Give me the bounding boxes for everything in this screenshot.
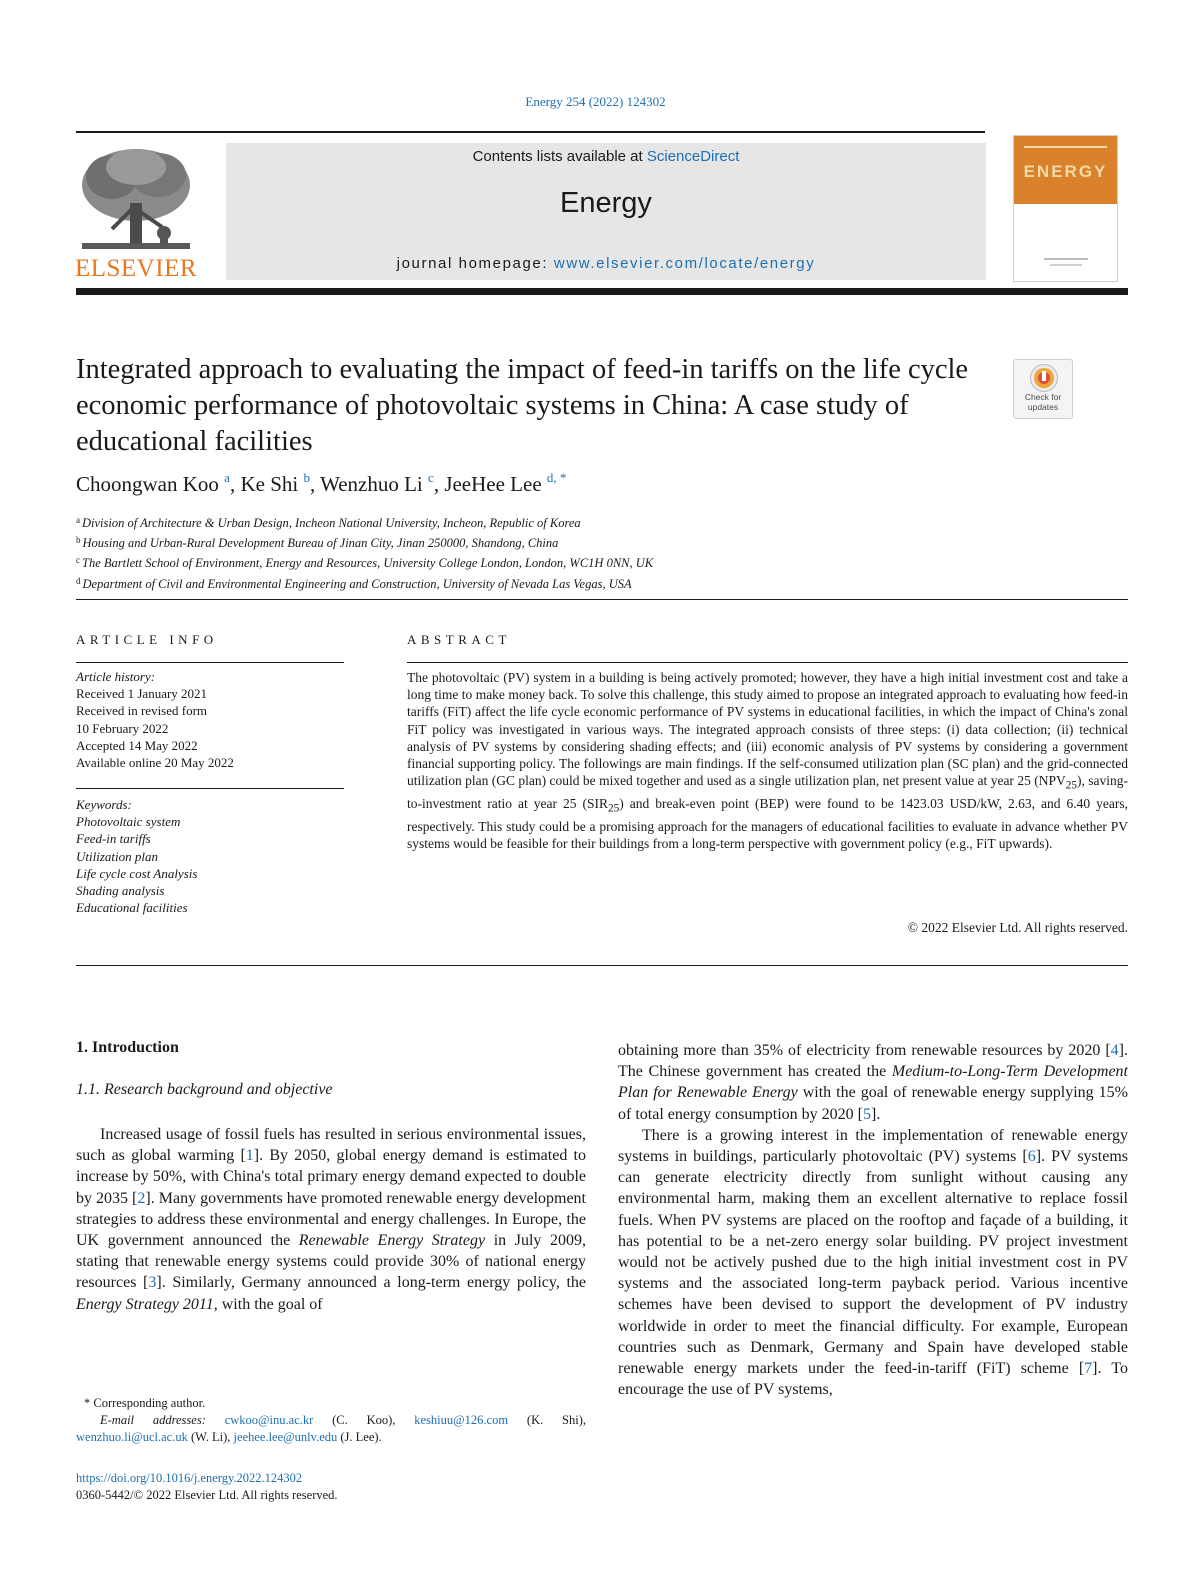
history-item: Received 1 January 2021 bbox=[76, 686, 208, 702]
keyword-item[interactable]: Shading analysis bbox=[76, 883, 165, 899]
abstract-subscript: 25 bbox=[1065, 779, 1077, 792]
author-affiliation-mark[interactable]: b bbox=[303, 470, 310, 485]
affiliation-text: Division of Architecture & Urban Design, Incheon National University, Incheon, Republic of Korea bbox=[82, 516, 581, 530]
email-owner: (C. Koo), bbox=[332, 1413, 396, 1428]
author-affiliation-mark[interactable]: d, * bbox=[546, 470, 567, 485]
affiliation-divider bbox=[76, 599, 1128, 600]
cover-title: ENERGY bbox=[1023, 162, 1108, 181]
article-history bbox=[76, 668, 234, 771]
abstract-rule bbox=[407, 662, 1128, 663]
elsevier-logo[interactable] bbox=[72, 143, 200, 283]
email-link[interactable]: wenzhuo.li@ucl.ac.uk bbox=[76, 1430, 188, 1445]
article-info-heading: ARTICLE INFO bbox=[76, 632, 218, 647]
affiliation-item bbox=[76, 532, 653, 552]
article-history-label: Article history: bbox=[76, 669, 156, 684]
sciencedirect-link[interactable]: ScienceDirect bbox=[646, 148, 740, 165]
doi-block bbox=[76, 1470, 338, 1504]
text-run: ]. bbox=[871, 1105, 881, 1123]
text-run: There is a growing interest in the implementation of renewable energy systems in buildings, particularly photovoltaic (PV) systems [ bbox=[618, 1126, 1128, 1166]
author-name[interactable]: Choongwan Koo bbox=[76, 472, 219, 496]
corresponding-author-label: * Corresponding author. bbox=[84, 1396, 206, 1410]
abstract-part: The photovoltaic (PV) system in a building is being actively promoted; however, they have a high initial investment cost and take a long time to make money back. To solve this challenge, this study aimed to propose an integrated approach to evaluating how feed-in tariffs (FiT) affect the life cycle economic performance of PV systems in educational facilities, in which the impact of China's zonal FiT policy was investigated in various ways. The integrated approach consists of three steps: (i) data collection; (ii) technical analysis of PV systems by considering shading effects; and (iii) economic analysis of PV systems by considering a government financial supporting policy. The followings are main findings. If the self-consumed utilization plan (SC plan) and the grid-connected utilization plan (GC plan) could be mixed together and used as a single utilization plan, net present value at year 25 (NPV bbox=[407, 670, 1128, 789]
issn-line: 0360-5442/© 2022 Elsevier Ltd. All rights reserved. bbox=[76, 1488, 338, 1503]
citation-link[interactable]: 6 bbox=[1027, 1148, 1036, 1166]
text-run: ]. PV systems can generate electricity directly from sunlight without causing any environmental harm, making them an excellent alternative to replace fossil fuels. When PV systems are placed on the rooftop and façade of a building, it has potential to be a net-zero energy solar building. PV project investment would not be actively pushed due to the high initial investment cost in PV systems and the associated long-term payback period. Various incentive schemes have been devised to support the development of PV industry worldwide in order to meet the financial difficulty. For example, European countries such as Denmark, Germany and Spain have developed stable renewable energy markets under the feed-in-tariff (FiT) scheme [ bbox=[618, 1148, 1128, 1378]
header-top-rule bbox=[76, 131, 985, 133]
body-column-left bbox=[76, 1124, 586, 1315]
email-link[interactable]: jeehee.lee@unlv.edu bbox=[233, 1430, 338, 1445]
email-owner: (J. Lee). bbox=[340, 1430, 382, 1445]
journal-homepage-link[interactable]: www.elsevier.com/locate/energy bbox=[553, 255, 816, 272]
homepage-prefix: journal homepage: bbox=[396, 255, 554, 272]
section-heading: 1. Introduction bbox=[76, 1039, 179, 1056]
author-name[interactable]: Wenzhuo Li bbox=[320, 472, 423, 496]
cover-rule bbox=[1024, 146, 1107, 148]
abstract-copyright: © 2022 Elsevier Ltd. All rights reserved. bbox=[907, 920, 1128, 935]
author-name[interactable]: Ke Shi bbox=[240, 472, 299, 496]
text-run: ]. By 2050, global energy demand is estimated to increase by 50%, with China's total primary energy demand expected to double by 2035 [ bbox=[76, 1147, 586, 1207]
email-link[interactable]: keshiuu@126.com bbox=[414, 1413, 509, 1428]
affiliation-mark: d bbox=[76, 575, 81, 586]
contents-prefix: Contents lists available at bbox=[472, 148, 647, 165]
citation-link[interactable]: 4 bbox=[1110, 1042, 1119, 1059]
elsevier-tree-icon bbox=[72, 143, 200, 255]
history-divider bbox=[76, 788, 344, 789]
body-column-right bbox=[618, 1040, 1128, 1400]
affiliation-text: Housing and Urban-Rural Development Bureau of Jinan City, Jinan 250000, Shandong, China bbox=[82, 536, 559, 551]
cover-footer-rule bbox=[1044, 258, 1088, 260]
article-info-rule bbox=[76, 662, 344, 663]
journal-banner bbox=[226, 143, 986, 280]
citation-link[interactable]: 7 bbox=[1084, 1360, 1093, 1378]
email-link[interactable]: cwkoo@inu.ac.kr bbox=[224, 1413, 314, 1428]
homepage-line bbox=[226, 255, 986, 272]
history-item: Accepted 14 May 2022 bbox=[76, 737, 198, 753]
affiliation-text: Department of Civil and Environmental Engineering and Construction, University of Nevada Las Vegas, USA bbox=[82, 576, 632, 591]
citation-link[interactable]: 3 bbox=[148, 1274, 157, 1292]
keywords-label: Keywords: bbox=[76, 797, 132, 812]
header-bottom-rule bbox=[76, 288, 1128, 295]
emphasis-text: Energy Strategy 2011 bbox=[76, 1295, 214, 1313]
article-title: Integrated approach to evaluating the impact of feed-in tariffs on the life cycle economic performance of photovoltaic systems in China: A case study of educational facilities bbox=[76, 354, 969, 457]
body-paragraph bbox=[618, 1040, 1128, 1125]
journal-name: Energy bbox=[560, 187, 652, 219]
keyword-item[interactable]: Life cycle cost Analysis bbox=[76, 865, 198, 881]
check-for-updates-icon bbox=[1030, 364, 1058, 392]
text-run: ]. Similarly, Germany announced a long-term energy policy, the bbox=[156, 1274, 586, 1292]
keywords bbox=[76, 796, 197, 916]
text-run: with the goal of renewable energy supplying 15% of total energy consumption by 2020 [ bbox=[618, 1084, 1128, 1123]
text-run: in July 2009, stating that renewable energy systems could provide 30% of national energy resources [ bbox=[76, 1232, 586, 1292]
text-run: ]. Many governments have promoted renewable energy development strategies to address these environmental and energy challenges. In Europe, the UK government announced the bbox=[76, 1189, 587, 1250]
keyword-item[interactable]: Photovoltaic system bbox=[76, 814, 181, 830]
email-owner: (W. Li), bbox=[190, 1430, 231, 1445]
author-list: Choongwan Koo $^a$, Ke Shi $^b$, Wenzhuo Li $^c$, JeeHee Lee $^{d, *}$ bbox=[76, 470, 567, 496]
affiliation-item bbox=[76, 573, 653, 593]
affiliation-item bbox=[76, 552, 653, 572]
email-label: E-mail addresses: bbox=[100, 1413, 206, 1428]
keyword-item[interactable]: Feed-in tariffs bbox=[76, 831, 151, 847]
affiliation-text: The Bartlett School of Environment, Energy and Resources, University College London, London, WC1H 0NN, UK bbox=[82, 556, 654, 571]
body-paragraph bbox=[618, 1125, 1128, 1401]
emphasis-text: Renewable Energy Strategy bbox=[298, 1232, 486, 1250]
check-for-updates-badge[interactable] bbox=[1013, 359, 1073, 419]
citation-link[interactable]: 1 bbox=[245, 1147, 254, 1165]
keyword-item[interactable]: Educational facilities bbox=[76, 900, 188, 916]
history-item: 10 February 2022 bbox=[76, 720, 169, 736]
abstract-text bbox=[407, 669, 1128, 852]
affiliation-item bbox=[76, 512, 653, 532]
text-run: obtaining more than 35% of electricity from renewable resources by 2020 [ bbox=[618, 1042, 1111, 1059]
check-for-updates-label: Check for updates bbox=[1024, 392, 1062, 412]
cover-footer-rule-2 bbox=[1050, 264, 1082, 266]
doi-link[interactable]: https://doi.org/10.1016/j.energy.2022.124302 bbox=[76, 1471, 303, 1485]
author-affiliation-mark[interactable]: c bbox=[428, 470, 434, 485]
history-item: Available online 20 May 2022 bbox=[76, 755, 234, 771]
text-run: ]. The Chinese government has created the bbox=[618, 1042, 1128, 1081]
abstract-subscript: 25 bbox=[608, 802, 620, 815]
author-name[interactable]: JeeHee Lee bbox=[444, 472, 542, 496]
history-item: Received in revised form bbox=[76, 703, 208, 719]
affiliation-mark: a bbox=[76, 515, 80, 525]
emphasis-text: Medium-to-Long-Term Development Plan for Renewable Energy bbox=[618, 1063, 1128, 1102]
email-list bbox=[76, 1412, 586, 1446]
affiliation-mark: c bbox=[76, 555, 80, 566]
abstract-divider bbox=[76, 965, 1128, 966]
corresponding-author-footnote bbox=[76, 1395, 586, 1447]
citation-link[interactable]: 5 bbox=[863, 1105, 871, 1123]
text-run: ]. To encourage the use of PV systems, bbox=[618, 1360, 1128, 1399]
author-affiliation-mark[interactable]: a bbox=[224, 470, 230, 485]
subsection-heading: 1.1. Research background and objective bbox=[76, 1081, 333, 1098]
citation-link[interactable]: 2 bbox=[137, 1189, 146, 1207]
email-owner: (K. Shi), bbox=[526, 1413, 587, 1428]
elsevier-wordmark: ELSEVIER bbox=[74, 255, 198, 282]
abstract-part: ) and break-even point (BEP) were found to be 1423.03 USD/kW, 2.63, and 6.40 years, respectively. This study could be a promising approach for the managers of educational facilities to evaluate in advance whether PV systems would be feasible for their buildings from a long-term perspective with government policy (e.g., FiT upwards). bbox=[407, 796, 1129, 852]
affiliation-list bbox=[76, 512, 653, 593]
keyword-item[interactable]: Utilization plan bbox=[76, 848, 158, 864]
abstract-part: ), saving-to-investment ratio at year 25 (SIR bbox=[407, 773, 1128, 812]
body-paragraph bbox=[76, 1124, 586, 1315]
affiliation-mark: b bbox=[76, 535, 81, 546]
abstract-heading: ABSTRACT bbox=[407, 632, 511, 647]
text-run: , with the goal of bbox=[213, 1295, 323, 1313]
journal-cover-thumbnail[interactable] bbox=[1013, 135, 1118, 282]
journal-reference[interactable]: Energy 254 (2022) 124302 bbox=[525, 94, 666, 109]
contents-line bbox=[226, 148, 986, 165]
text-run: Increased usage of fossil fuels has resulted in serious environmental issues, such as global warming [ bbox=[76, 1126, 586, 1165]
